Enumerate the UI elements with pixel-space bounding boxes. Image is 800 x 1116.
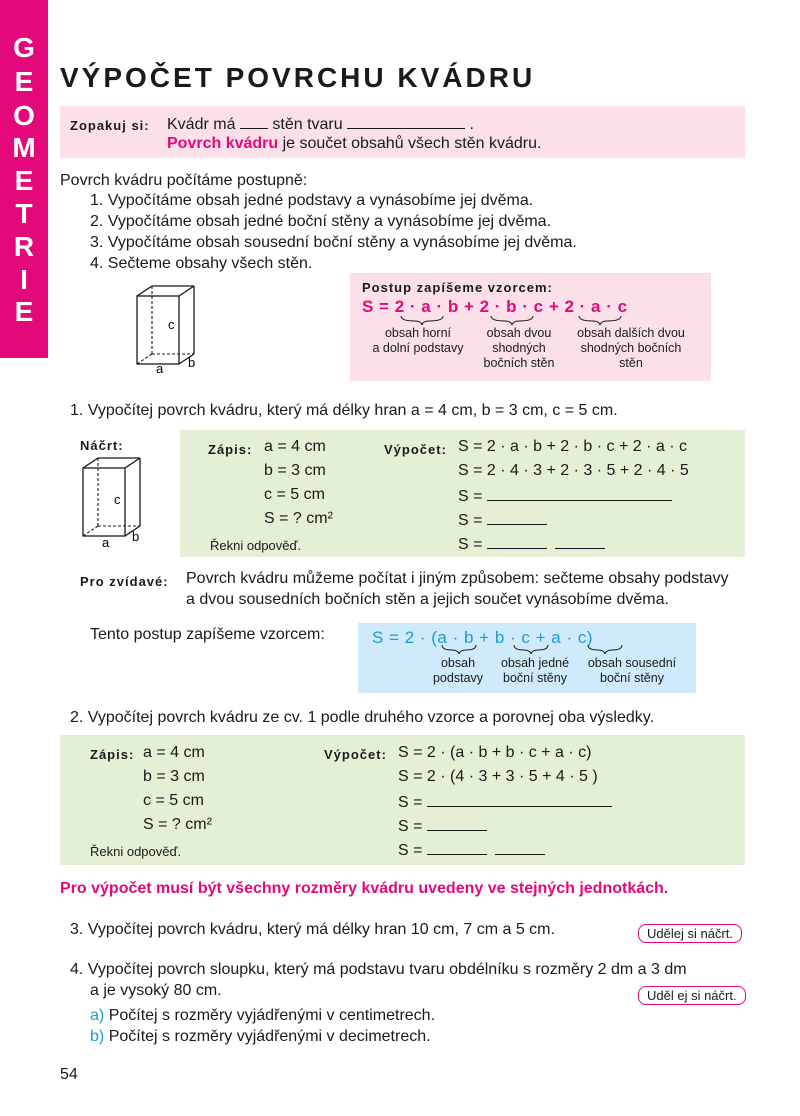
calc-line-blank xyxy=(458,534,605,554)
intro-step: 3. Vypočítáme obsah sousední boční stěny a vynásobíme jej dvěma. xyxy=(90,234,577,251)
answer-blank[interactable] xyxy=(487,510,547,525)
make-sketch-badge: Uděl ej si náčrt. xyxy=(638,986,746,1005)
sidebar-letter: G xyxy=(13,32,35,63)
repeat-label: Zopakuj si: xyxy=(70,118,150,133)
repeat-line-1 xyxy=(167,114,474,134)
calc-s-label: S = xyxy=(458,512,483,529)
intro-step: 1. Vypočítáme obsah jedné podstavy a vynásobíme jej dvěma. xyxy=(90,192,534,209)
calc-line-substituted: S = 2 · (4 · 3 + 3 · 5 + 4 · 5 ) xyxy=(398,768,598,785)
given-a: a = 4 cm xyxy=(143,744,205,761)
given-b: b = 3 cm xyxy=(143,768,205,785)
answer-blank[interactable] xyxy=(487,486,672,501)
calc-s-label: S = xyxy=(398,818,423,835)
edge-label-b: b xyxy=(188,355,196,370)
alt-note-side: obsah jedné boční stěny xyxy=(500,656,570,685)
calc-line-blank xyxy=(458,486,672,506)
unit-blank[interactable] xyxy=(495,840,545,855)
task-4-part-b xyxy=(90,1028,431,1046)
given-c: c = 5 cm xyxy=(264,486,325,503)
formula-note-bases: obsah horní a dolní podstavy xyxy=(372,326,464,355)
answer-hint: Řekni odpověď. xyxy=(210,538,302,553)
formula-note-side-walls: obsah dvou shodných bočních stěn xyxy=(483,326,555,370)
repeat-text-b: stěn tvaru xyxy=(272,116,343,133)
sidebar-letter: E xyxy=(14,296,34,327)
vypocet-label: Výpočet: xyxy=(324,747,387,762)
calc-s-label: S = xyxy=(458,536,483,553)
page-number: 54 xyxy=(60,1066,78,1083)
task-1-text: 1. Vypočítej povrch kvádru, který má délky hran a = 4 cm, b = 3 cm, c = 5 cm. xyxy=(70,402,618,419)
calc-s-label: S = xyxy=(398,842,423,859)
part-b-label: b) xyxy=(90,1028,105,1045)
given-s: S = ? cm² xyxy=(264,510,333,527)
given-b: b = 3 cm xyxy=(264,462,326,479)
sidebar-letter: E xyxy=(14,66,34,97)
task-2-text: 2. Vypočítej povrch kvádru ze cv. 1 podle druhého vzorce a porovnej oba výsledky. xyxy=(70,709,655,726)
part-b-text: Počítej s rozměry vyjádřenými v decimetrech. xyxy=(108,1028,431,1045)
zapis-label: Zápis: xyxy=(208,442,253,457)
sidebar-letter: R xyxy=(13,231,35,262)
sidebar-letter: T xyxy=(15,198,33,229)
cuboid-diagram xyxy=(124,280,208,376)
curious-line-2: a dvou sousedních bočních stěn a jejich součet vynásobíme dvěma. xyxy=(186,591,669,608)
repeat-line-2 xyxy=(167,135,541,153)
intro-lead: Povrch kvádru počítáme postupně: xyxy=(60,172,308,189)
formula-braces xyxy=(395,314,645,326)
task-4-line-2: a je vysoký 80 cm. xyxy=(90,982,222,999)
intro-step: 4. Sečteme obsahy všech stěn. xyxy=(90,255,313,272)
alt-note-base: obsah podstavy xyxy=(432,656,484,685)
edge-label-a: a xyxy=(156,361,164,376)
sidebar-letter: I xyxy=(20,264,28,295)
calc-line-blank xyxy=(398,792,612,812)
vypocet-label: Výpočet: xyxy=(384,442,447,457)
surface-term: Povrch kvádru xyxy=(167,135,279,152)
given-a: a = 4 cm xyxy=(264,438,326,455)
calc-s-label: S = xyxy=(458,488,483,505)
edge-label-c: c xyxy=(168,317,175,332)
surface-formula: S = 2 · a · b + 2 · b · c + 2 · a · c xyxy=(362,297,628,316)
curious-label: Pro zvídavé: xyxy=(80,574,169,589)
edge-label-c: c xyxy=(114,492,121,507)
edge-label-b: b xyxy=(132,529,140,544)
units-rule: Pro výpočet musí být všechny rozměry kvádru uvedeny ve stejných jednotkách. xyxy=(60,880,669,897)
given-s: S = ? cm² xyxy=(143,816,212,833)
task-3-text: 3. Vypočítej povrch kvádru, který má délky hran 10 cm, 7 cm a 5 cm. xyxy=(70,921,555,938)
part-a-text: Počítej s rozměry vyjádřenými v centimetrech. xyxy=(108,1007,436,1024)
task-4-line-1: 4. Vypočítej povrch sloupku, který má podstavu tvaru obdélníku s rozměry 2 dm a 3 dm xyxy=(70,961,687,978)
zapis-label: Zápis: xyxy=(90,747,135,762)
curious-line-1: Povrch kvádru můžeme počítat i jiným způsobem: sečteme obsahy podstavy xyxy=(186,570,729,587)
make-sketch-badge: Udělej si náčrt. xyxy=(638,924,742,943)
calc-s-label: S = xyxy=(398,794,423,811)
unit-blank[interactable] xyxy=(555,534,605,549)
calc-line-formula: S = 2 · (a · b + b · c + a · c) xyxy=(398,744,592,761)
task-4-part-a xyxy=(90,1007,435,1025)
calc-line-substituted: S = 2 · 4 · 3 + 2 · 3 · 5 + 2 · 4 · 5 xyxy=(458,462,689,479)
calc-line-blank xyxy=(398,816,487,836)
repeat-text-c: . xyxy=(469,116,474,133)
calc-line-formula: S = 2 · a · b + 2 · b · c + 2 · a · c xyxy=(458,438,687,455)
calc-line-blank xyxy=(458,510,547,530)
edge-label-a: a xyxy=(102,535,110,550)
alt-formula: S = 2 · (a · b + b · c + a · c) xyxy=(372,628,593,647)
sidebar-letter: O xyxy=(13,100,35,131)
alt-formula-lead: Tento postup zapíšeme vzorcem: xyxy=(90,626,325,643)
geometry-sidebar xyxy=(0,0,48,358)
page-title: VÝPOČET POVRCHU KVÁDRU xyxy=(60,62,536,93)
formula-box-label: Postup zapíšeme vzorcem: xyxy=(362,280,553,295)
repeat-text-a: Kvádr má xyxy=(167,116,236,133)
sidebar-letter: E xyxy=(14,165,34,196)
sketch-label: Náčrt: xyxy=(80,438,124,453)
answer-blank[interactable] xyxy=(427,792,612,807)
sidebar-letter: M xyxy=(12,132,36,163)
part-a-label: a) xyxy=(90,1007,105,1024)
answer-blank[interactable] xyxy=(487,534,547,549)
given-c: c = 5 cm xyxy=(143,792,204,809)
calc-line-blank xyxy=(398,840,545,860)
alt-note-adjacent: obsah sousední boční stěny xyxy=(587,656,677,685)
cuboid-sketch xyxy=(70,452,154,550)
repeat-definition: je součet obsahů všech stěn kvádru. xyxy=(282,135,542,152)
alt-formula-braces xyxy=(400,643,640,655)
answer-blank[interactable] xyxy=(427,816,487,831)
answer-hint: Řekni odpověď. xyxy=(90,844,182,859)
answer-blank[interactable] xyxy=(427,840,487,855)
intro-step: 2. Vypočítáme obsah jedné boční stěny a vynásobíme jej dvěma. xyxy=(90,213,552,230)
formula-note-other-walls: obsah dalších dvou shodných bočních stěn xyxy=(577,326,685,370)
